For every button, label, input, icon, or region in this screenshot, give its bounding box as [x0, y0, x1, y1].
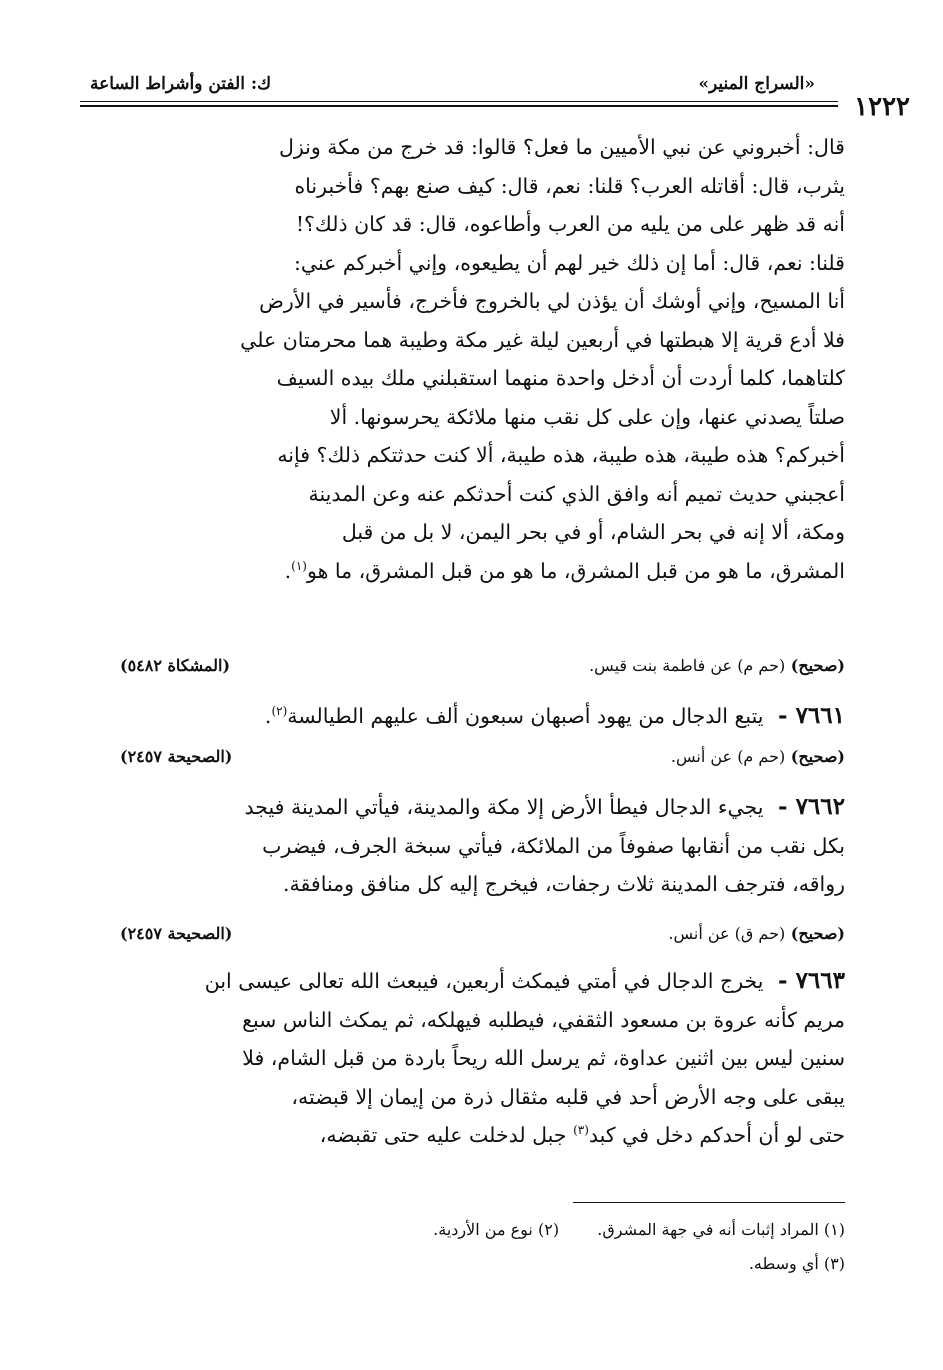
- footnote-text: نوع من الأردية.: [433, 1220, 533, 1239]
- hadith-source: [120, 747, 845, 777]
- hadith-continuation: [120, 128, 845, 590]
- text-line: أنا المسيح، وإني أوشك أن يؤذن لي بالخروج فأخرج، فأسير في الأرض: [259, 289, 845, 313]
- text-line: يثرب، قال: أقاتله العرب؟ قلنا: نعم، قال: كيف صنع بهم؟ فأخبرناه: [294, 173, 845, 198]
- text-line: مريم كأنه عروة بن مسعود الثقفي، فيطلبه فيهلكه، ثم يمكث الناس سبع: [242, 1007, 845, 1032]
- hadith-number: ٧٦٦٣: [795, 967, 845, 994]
- text-line: صلتاً يصدني عنها، وإن على كل نقب منها ملائكة يحرسونها. ألا: [329, 404, 845, 429]
- hadith-source: [120, 924, 845, 954]
- page-number: ١٢٢٢: [854, 92, 910, 122]
- hadith-text: يتبع الدجال من يهود أصبهان سبعون ألف عليهم الطيالسة: [287, 704, 764, 728]
- hadith-dash: -: [778, 967, 788, 994]
- hadith-text: يخرج الدجال في أمتي فيمكث أربعين، فيبعث الله تعالى عيسى ابن: [204, 969, 764, 993]
- footnote-number: (٣): [823, 1254, 845, 1273]
- text-line: رواقه، فترجف المدينة ثلاث رجفات، فيخرج إليه كل منافق ومنافقة.: [283, 872, 845, 896]
- source-grade-line: [671, 747, 845, 766]
- header-rule-thick: [80, 105, 838, 107]
- footnote-rule: [573, 1202, 845, 1203]
- text-segment: جبل لدخلت عليه حتى تقبضه،: [319, 1123, 567, 1147]
- text-line: قلنا: نعم، قال: أما إن ذلك خير لهم أن يطيعوه، وإني أخبركم عني:: [293, 250, 845, 275]
- text-line: يبقى على وجه الأرض أحد في قلبه مثقال ذرة من إيمان إلا قبضته،: [291, 1084, 845, 1109]
- text-line: فلا أدع قرية إلا هبطتها في أربعين ليلة غير مكة وطيبة هما محرمتان علي: [240, 327, 845, 352]
- book-title: «السراج المنير»: [698, 74, 815, 94]
- text-line: أنه قد ظهر على من يليه من العرب وأطاعوه، قال: قد كان ذلك؟!: [295, 212, 845, 236]
- hadith-number: ٧٦٦٢: [795, 793, 845, 820]
- footnote-marker: (١): [291, 558, 307, 573]
- chapter-title: ك: الفتن وأشراط الساعة: [90, 74, 272, 94]
- text-segment: المشرق، ما هو من قبل المشرق، ما هو من قبل المشرق، ما هو: [306, 558, 845, 583]
- hadith-7662: [75, 788, 845, 904]
- footnote-marker: (٢): [271, 704, 288, 719]
- grade-label: (صحيح): [790, 656, 845, 675]
- hadith-dash: -: [778, 793, 788, 820]
- text-line: أعجبني حديث تميم أنه وافق الذي كنت أحدثكم عنه وعن المدينة: [308, 481, 845, 506]
- hadith-text: يجيء الدجال فيطأ الأرض إلا مكة والمدينة، فيأتي المدينة فيجد: [244, 795, 764, 819]
- text-line: قال: أخبروني عن نبي الأميين ما فعل؟ قالوا: قد خرج من مكة ونزل: [278, 135, 845, 159]
- hadith-dash: -: [778, 702, 788, 729]
- hadith-number: ٧٦٦١: [795, 702, 845, 729]
- source-grade-line: [668, 924, 845, 943]
- text-line: أخبركم؟ هذه طيبة، هذه طيبة، هذه طيبة، ألا كنت حدثتكم ذلك؟ فإنه: [277, 443, 845, 467]
- footnote-row: [433, 1220, 845, 1239]
- text-line: [75, 962, 845, 1001]
- source-narrator: (حم ق) عن أنس.: [668, 924, 786, 943]
- grade-label: (صحيح): [790, 747, 845, 766]
- running-header: [70, 70, 910, 120]
- footnote-number: (١): [823, 1220, 845, 1239]
- text-line: سنين ليس بين اثنين عداوة، ثم يرسل الله ريحاً باردة من قبل الشام، فلا: [242, 1046, 845, 1070]
- text-line: [120, 552, 845, 591]
- footnote-text: أي وسطه.: [748, 1254, 819, 1273]
- source-narrator: (حم م) عن أنس.: [670, 747, 786, 766]
- text-line: كلتاهما، كلما أردت أن أدخل واحدة منهما استقبلني ملك بيده السيف: [276, 366, 845, 390]
- hadith-source: [120, 656, 845, 686]
- grade-label: (صحيح): [790, 924, 845, 943]
- source-reference: (الصحيحة ٢٤٥٧): [120, 747, 233, 766]
- text-line: بكل نقب من أنقابها صفوفاً من الملائكة، فيأتي سبخة الجرف، فيضرب: [262, 833, 845, 858]
- source-grade-line: [589, 656, 845, 675]
- hadith-7663: [75, 962, 845, 1155]
- text-segment: .: [264, 704, 272, 728]
- text-line: [120, 1116, 845, 1155]
- footnote-number: (٢): [537, 1220, 560, 1239]
- text-segment: حتى لو أن أحدكم دخل في كبد: [588, 1123, 845, 1147]
- source-narrator: (حم م) عن فاطمة بنت قيس.: [589, 656, 786, 675]
- footnote-text: المراد إثبات أنه في جهة المشرق.: [597, 1220, 819, 1239]
- text-segment: .: [284, 558, 292, 583]
- hadith-7661: [75, 697, 845, 736]
- footnote-row: [749, 1254, 845, 1273]
- text-line: [75, 788, 845, 827]
- source-reference: (الصحيحة ٢٤٥٧): [120, 924, 233, 943]
- header-rule: [80, 101, 838, 102]
- source-reference: (المشكاة ٥٤٨٢): [120, 656, 231, 675]
- footnote-marker: (٣): [573, 1123, 589, 1138]
- text-line: ومكة، ألا إنه في بحر الشام، أو في بحر اليمن، لا بل من قبل: [341, 520, 845, 544]
